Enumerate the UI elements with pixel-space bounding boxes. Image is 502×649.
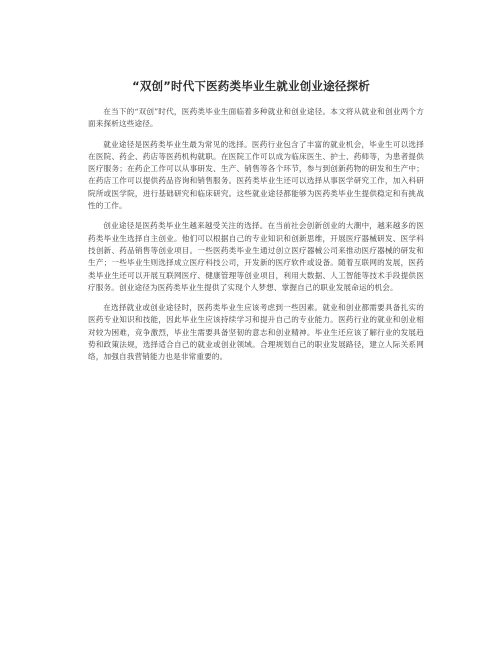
- paragraph-intro: 在当下的“双创”时代，医药类毕业生面临着多种就业和创业途径。本文将从就业和创业两个方面来探析这些途径。: [88, 107, 424, 129]
- document-title: “双创”时代下医药类毕业生就业创业途径探析: [132, 79, 370, 93]
- paragraph-considerations: 在选择就业或创业途径时，医药类毕业生应该考虑到一些因素。就业和创业都需要具备扎实的医药专业知识和技能，因此毕业生应该持续学习和提升自己的专业能力。医药行业的就业和创业相对较为困难，竞争激烈，毕业生需要具备坚韧的意志和创业精神。毕业生还应该了解行业的发展趋势和政策法规，选择适合自己的就业或创业领域。合理规划自己的职业发展路径，建立人际关系网络，加强自我营销能力也是非常重要的。: [88, 303, 424, 362]
- document-body: [88, 106, 424, 372]
- paragraph-entrepreneurship: 创业途径是医药类毕业生越来越受关注的选择。在当前社会创新创业的大潮中，越来越多的医药类毕业生选择自主创业。他们可以根据自己的专业知识和创新思维，开展医疗器械研发、医学科技创新、药品销售等创业项目。一些医药类毕业生通过创立医疗器械公司来推动医疗器械的研发和生产；一些毕业生则选择成立医疗科技公司，开发新的医疗软件或设备。随着互联网的发展，医药类毕业生还可以开展互联网医疗、健康管理等创业项目，利用大数据、人工智能等技术手段提供医疗服务。创业途径为医药类毕业生提供了实现个人梦想、掌握自己的职业发展命运的机会。: [88, 221, 424, 292]
- paragraph-employment: 就业途径是医药类毕业生最为常见的选择。医药行业包含了丰富的就业机会，毕业生可以选择在医院、药企、药店等医药机构就职。在医院工作可以成为临床医生、护士、药师等，为患者提供医疗服务；在药企工作可以从事研发、生产、销售等各个环节，参与到创新药物的研发和生产中；在药店工作可以提供药品咨询和销售服务。医药类毕业生还可以选择从事医学研究工作，加入科研院所或医学院，进行基础研究和临床研究。这些就业途径都能够为医药类毕业生提供稳定和有挑战性的工作。: [88, 139, 424, 211]
